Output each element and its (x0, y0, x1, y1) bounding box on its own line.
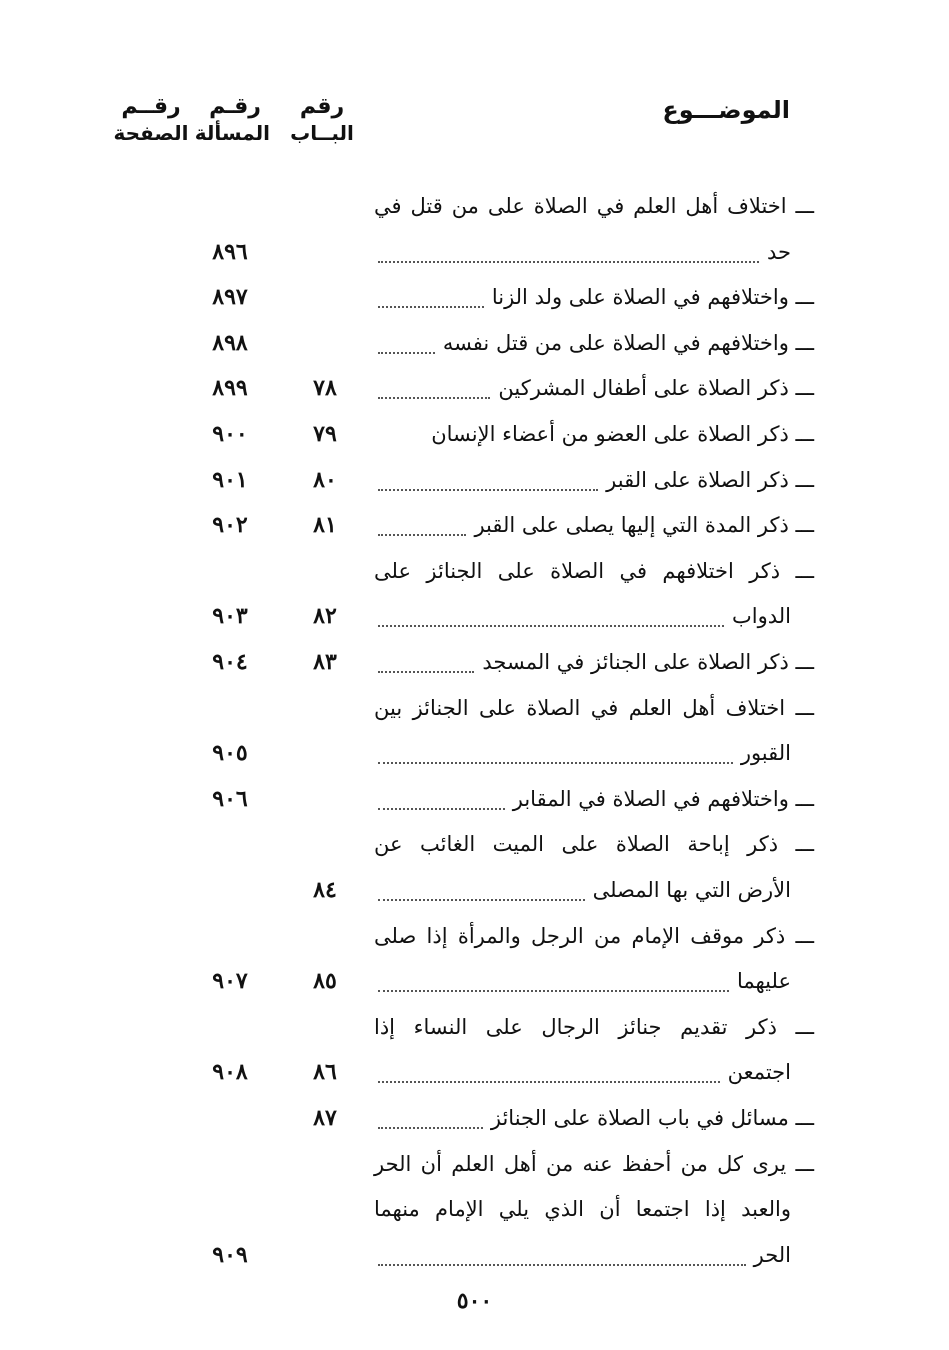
page-number: ٥٠٠ (456, 1288, 493, 1314)
index-row (0, 1186, 949, 1232)
index-row (0, 730, 949, 776)
page-number-cell: ٩٠٢ (212, 512, 248, 539)
bab-number: ٨٠ (313, 466, 337, 493)
leader-dots (378, 1079, 720, 1083)
entry-text: ـــ واختلافهم في الصلاة على من قتل نفسه (442, 330, 814, 355)
index-row (0, 548, 949, 594)
leader-dots (378, 1262, 746, 1266)
topic-column-header: الموضـــوع (662, 96, 790, 124)
bab-number: ٧٩ (313, 421, 337, 447)
leader-dots (378, 259, 759, 263)
bab-number: ٧٨ (313, 375, 337, 402)
entry-text: ـــ اختلاف أهل العلم في الصلاة على من قتل في (374, 194, 814, 218)
entry-text: ـــ ذكر الصلاة على العضو من أعضاء الإنسان (431, 422, 814, 446)
bab-header-line2: البــاب (290, 120, 354, 145)
index-row (0, 411, 949, 457)
page-column-header (113, 93, 189, 146)
bab-number: ٨٧ (313, 1105, 337, 1131)
bab-number: ٨٢ (313, 603, 337, 630)
index-row (0, 685, 949, 731)
entry-text: حد (766, 239, 791, 264)
page-number-cell: ٩٠٩ (212, 1241, 248, 1268)
entry-text: ـــ مسائل في باب الصلاة على الجنائز (490, 1106, 814, 1130)
entry-text: ـــ واختلافهم في الصلاة على ولد الزنا (491, 285, 814, 310)
page-number-cell: ٨٩٦ (212, 238, 248, 265)
page-number-cell: ٩٠٦ (212, 785, 248, 812)
bab-number: ٨٣ (313, 649, 337, 675)
entry-text: ـــ اختلاف أهل العلم في الصلاة على الجنائز بين (374, 695, 814, 720)
index-row (0, 639, 949, 685)
page-number-cell: ٩٠٣ (212, 603, 248, 630)
leader-dots (378, 304, 484, 308)
entry-text: ـــ ذكر إباحة الصلاة على الميت الغائب عن (374, 832, 814, 857)
index-row (0, 821, 949, 867)
leader-dots (378, 487, 598, 491)
index-row (0, 1141, 949, 1187)
entry-text: ـــ ذكر موقف الإمام من الرجل والمرأة إذا صلى (374, 923, 814, 948)
entry-text: ـــ ذكر المدة التي إليها يصلى على القبر (474, 513, 814, 538)
masala-column-header (194, 93, 270, 146)
page-number-cell: ٩٠٠ (212, 421, 248, 447)
index-row (0, 502, 949, 548)
entry-text: عليهما (736, 969, 791, 994)
index-row (0, 183, 949, 229)
entry-text: ـــ ذكر الصلاة على أطفال المشركين (498, 376, 814, 401)
index-row (0, 365, 949, 411)
index-row (0, 1049, 949, 1095)
page-number-cell: ٨٩٧ (212, 284, 248, 311)
page-number-cell: ٨٩٩ (212, 375, 248, 402)
leader-dots (378, 760, 733, 764)
page-header-line1: رقــم (121, 94, 181, 119)
index-row (0, 958, 949, 1004)
page-number-cell: ٨٩٨ (212, 329, 248, 356)
leader-dots (378, 806, 505, 810)
index-row (0, 320, 949, 366)
entry-text: الدواب (731, 604, 791, 629)
leader-dots (378, 350, 435, 354)
leader-dots (378, 532, 466, 536)
index-row (0, 913, 949, 959)
leader-dots (378, 1125, 483, 1129)
entry-text: الحر (753, 1242, 791, 1267)
page-number-cell: ٩٠٨ (212, 1059, 248, 1086)
entry-text: ـــ ذكر الصلاة على القبر (606, 467, 814, 492)
page-number-cell: ٩٠٥ (212, 740, 248, 767)
entry-text: والعبد إذا اجتمعا أن الذي يلي الإمام منهما (374, 1197, 791, 1222)
masala-header-line1: رقـم (209, 94, 261, 119)
entry-text: اجتمعن (727, 1060, 791, 1085)
leader-dots (378, 395, 490, 399)
leader-dots (378, 897, 585, 901)
page-number-cell: ٩٠٧ (212, 968, 248, 995)
entry-text: الأرض التي بها المصلى (592, 878, 791, 902)
page-header-line2: الصفحة (113, 120, 189, 145)
index-row (0, 593, 949, 639)
page-number-cell: ٩٠٤ (212, 649, 248, 675)
bab-number: ٨٤ (313, 877, 337, 903)
index-row (0, 457, 949, 503)
bab-number: ٨١ (313, 512, 337, 539)
bab-column-header (287, 93, 357, 146)
entry-text: ـــ يرى كل من أحفظ عنه من أهل العلم أن الحر (374, 1151, 814, 1176)
bab-number: ٨٥ (313, 968, 337, 995)
entry-text: ـــ ذكر تقديم جنائز الرجال على النساء إذا (374, 1014, 814, 1039)
bab-header-line1: رقم (299, 94, 345, 119)
index-row (0, 1232, 949, 1278)
bab-number: ٨٦ (313, 1059, 337, 1086)
leader-dots (378, 669, 474, 673)
entry-text: ـــ ذكر اختلافهم في الصلاة على الجنائز على (374, 558, 814, 583)
index-row (0, 1095, 949, 1141)
page-number-cell: ٩٠١ (212, 466, 248, 493)
index-row (0, 1004, 949, 1050)
leader-dots (378, 988, 729, 992)
index-row (0, 867, 949, 913)
entry-text: ـــ واختلافهم في الصلاة في المقابر (512, 786, 814, 811)
index-row (0, 274, 949, 320)
entry-text: ـــ ذكر الصلاة على الجنائز في المسجد (482, 650, 814, 674)
masala-header-line2: المسألة (194, 120, 270, 145)
leader-dots (378, 623, 724, 627)
entry-text: القبور (740, 741, 791, 766)
index-row (0, 776, 949, 822)
index-row (0, 229, 949, 275)
